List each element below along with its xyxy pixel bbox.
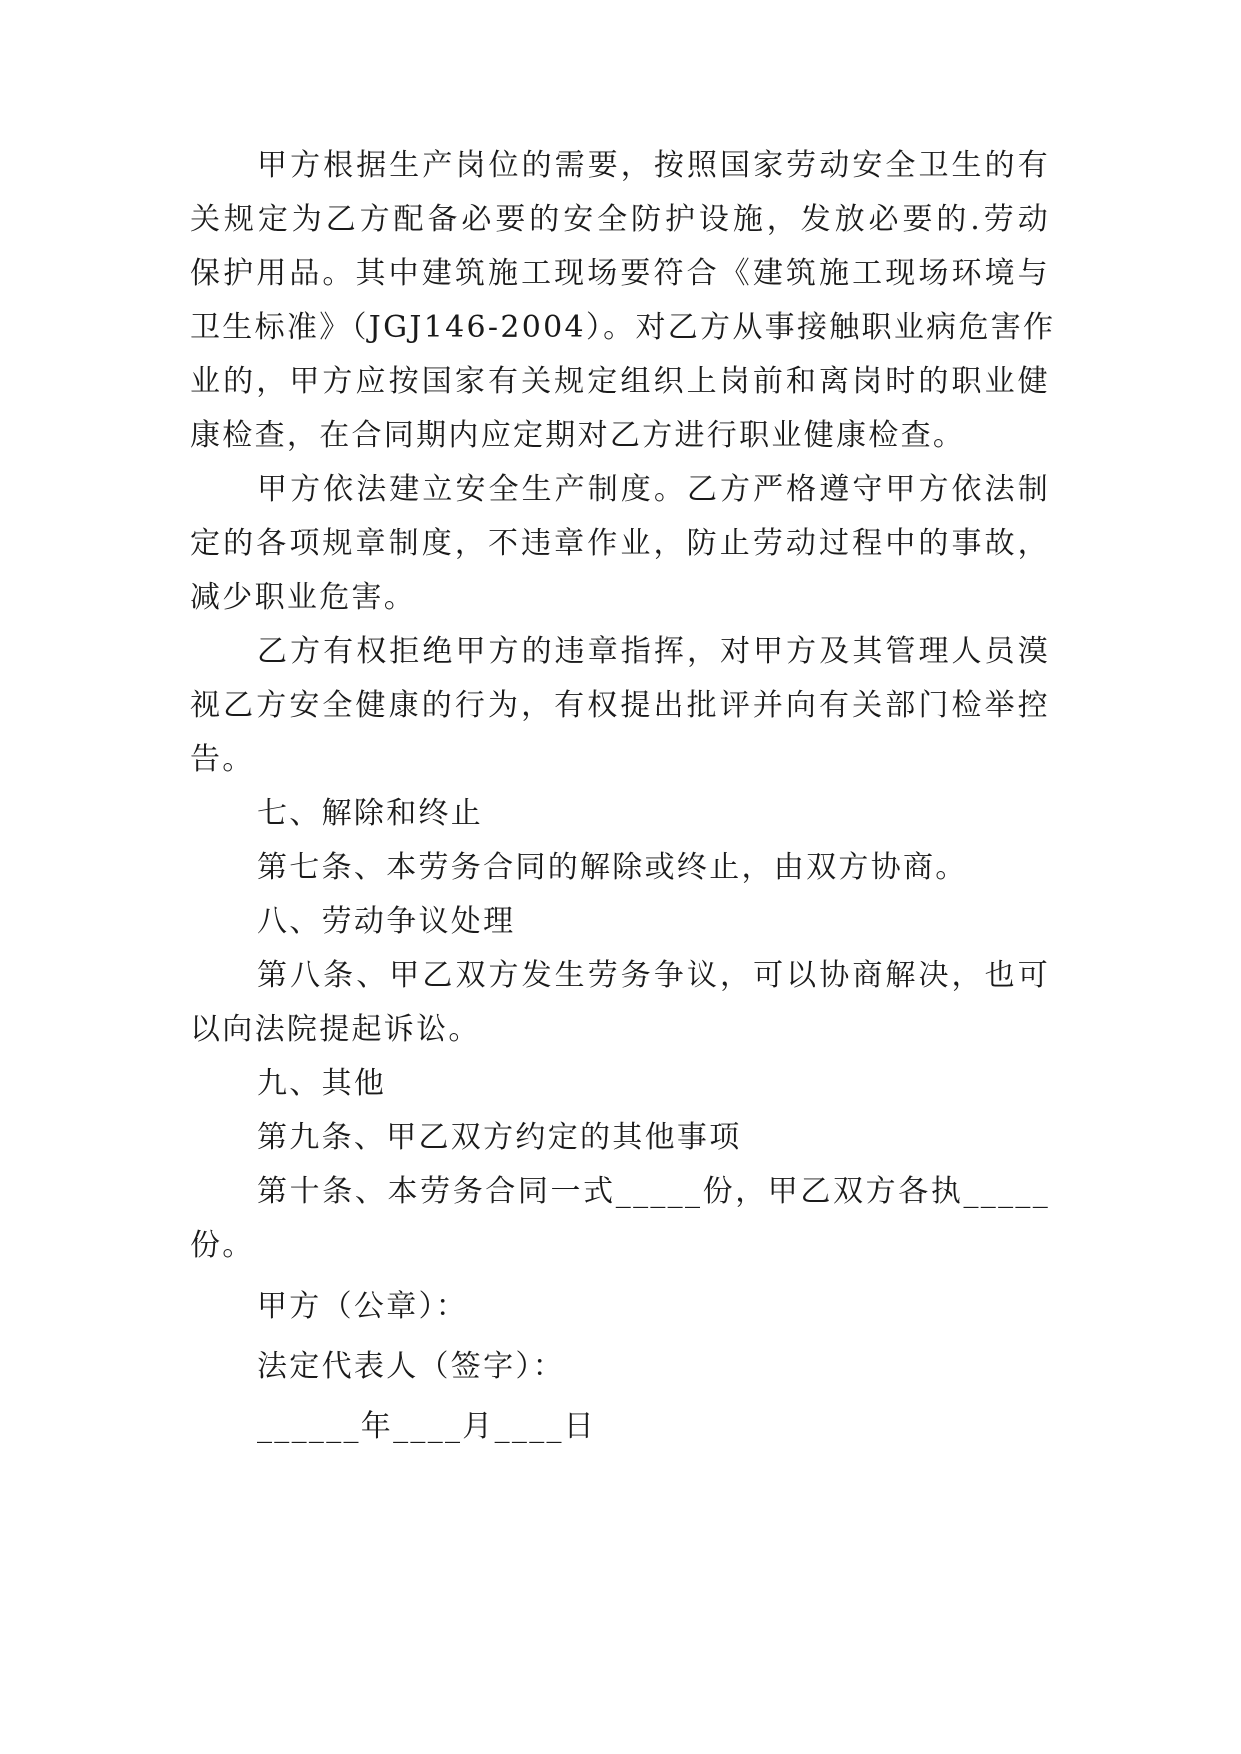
clause-line: 第十条、本劳务合同一式_____份，甲乙双方各执_____ (257, 1174, 1050, 1209)
clause-line: 第九条、甲乙双方约定的其他事项 (257, 1120, 742, 1155)
paragraph-line: 定的各项规章制度，不违章作业，防止劳动过程中的事故， (190, 526, 1050, 561)
clause-line: 份。 (190, 1228, 255, 1263)
paragraph-line: 康检查，在合同期内应定期对乙方进行职业健康检查。 (190, 418, 966, 453)
clause-line: 第七条、本劳务合同的解除或终止，由双方协商。 (257, 850, 968, 885)
paragraph-line: 卫生标准》（JGJ146-2004）。对乙方从事接触职业病危害作 (190, 310, 1056, 345)
paragraph-line: 减少职业危害。 (190, 580, 417, 615)
section-heading: 八、劳动争议处理 (257, 904, 516, 939)
paragraph-line: 甲方根据生产岗位的需要，按照国家劳动安全卫生的有 (257, 148, 1050, 183)
paragraph-line: 保护用品。其中建筑施工现场要符合《建筑施工现场环境与 (190, 256, 1050, 291)
paragraph-line: 乙方有权拒绝甲方的违章指挥，对甲方及其管理人员漠 (257, 634, 1050, 669)
party-a-seal-label: 甲方（公章）： (257, 1289, 469, 1324)
paragraph-line: 业的，甲方应按国家有关规定组织上岗前和离岗时的职业健 (190, 364, 1050, 399)
section-heading: 九、其他 (257, 1066, 387, 1101)
paragraph-line: 甲方依法建立安全生产制度。乙方严格遵守甲方依法制 (257, 472, 1050, 507)
paragraph-line: 视乙方安全健康的行为，有权提出批评并向有关部门检举控 (190, 688, 1050, 723)
clause-line: 第八条、甲乙双方发生劳务争议，可以协商解决，也可 (257, 958, 1050, 993)
signing-date-line: ______年____月____日 (257, 1409, 597, 1444)
legal-representative-signature-label: 法定代表人（签字）： (257, 1349, 565, 1384)
paragraph-line: 告。 (190, 742, 255, 777)
clause-line: 以向法院提起诉讼。 (190, 1012, 481, 1047)
section-heading: 七、解除和终止 (257, 796, 484, 831)
paragraph-line: 关规定为乙方配备必要的安全防护设施，发放必要的.劳动 (190, 202, 1050, 237)
